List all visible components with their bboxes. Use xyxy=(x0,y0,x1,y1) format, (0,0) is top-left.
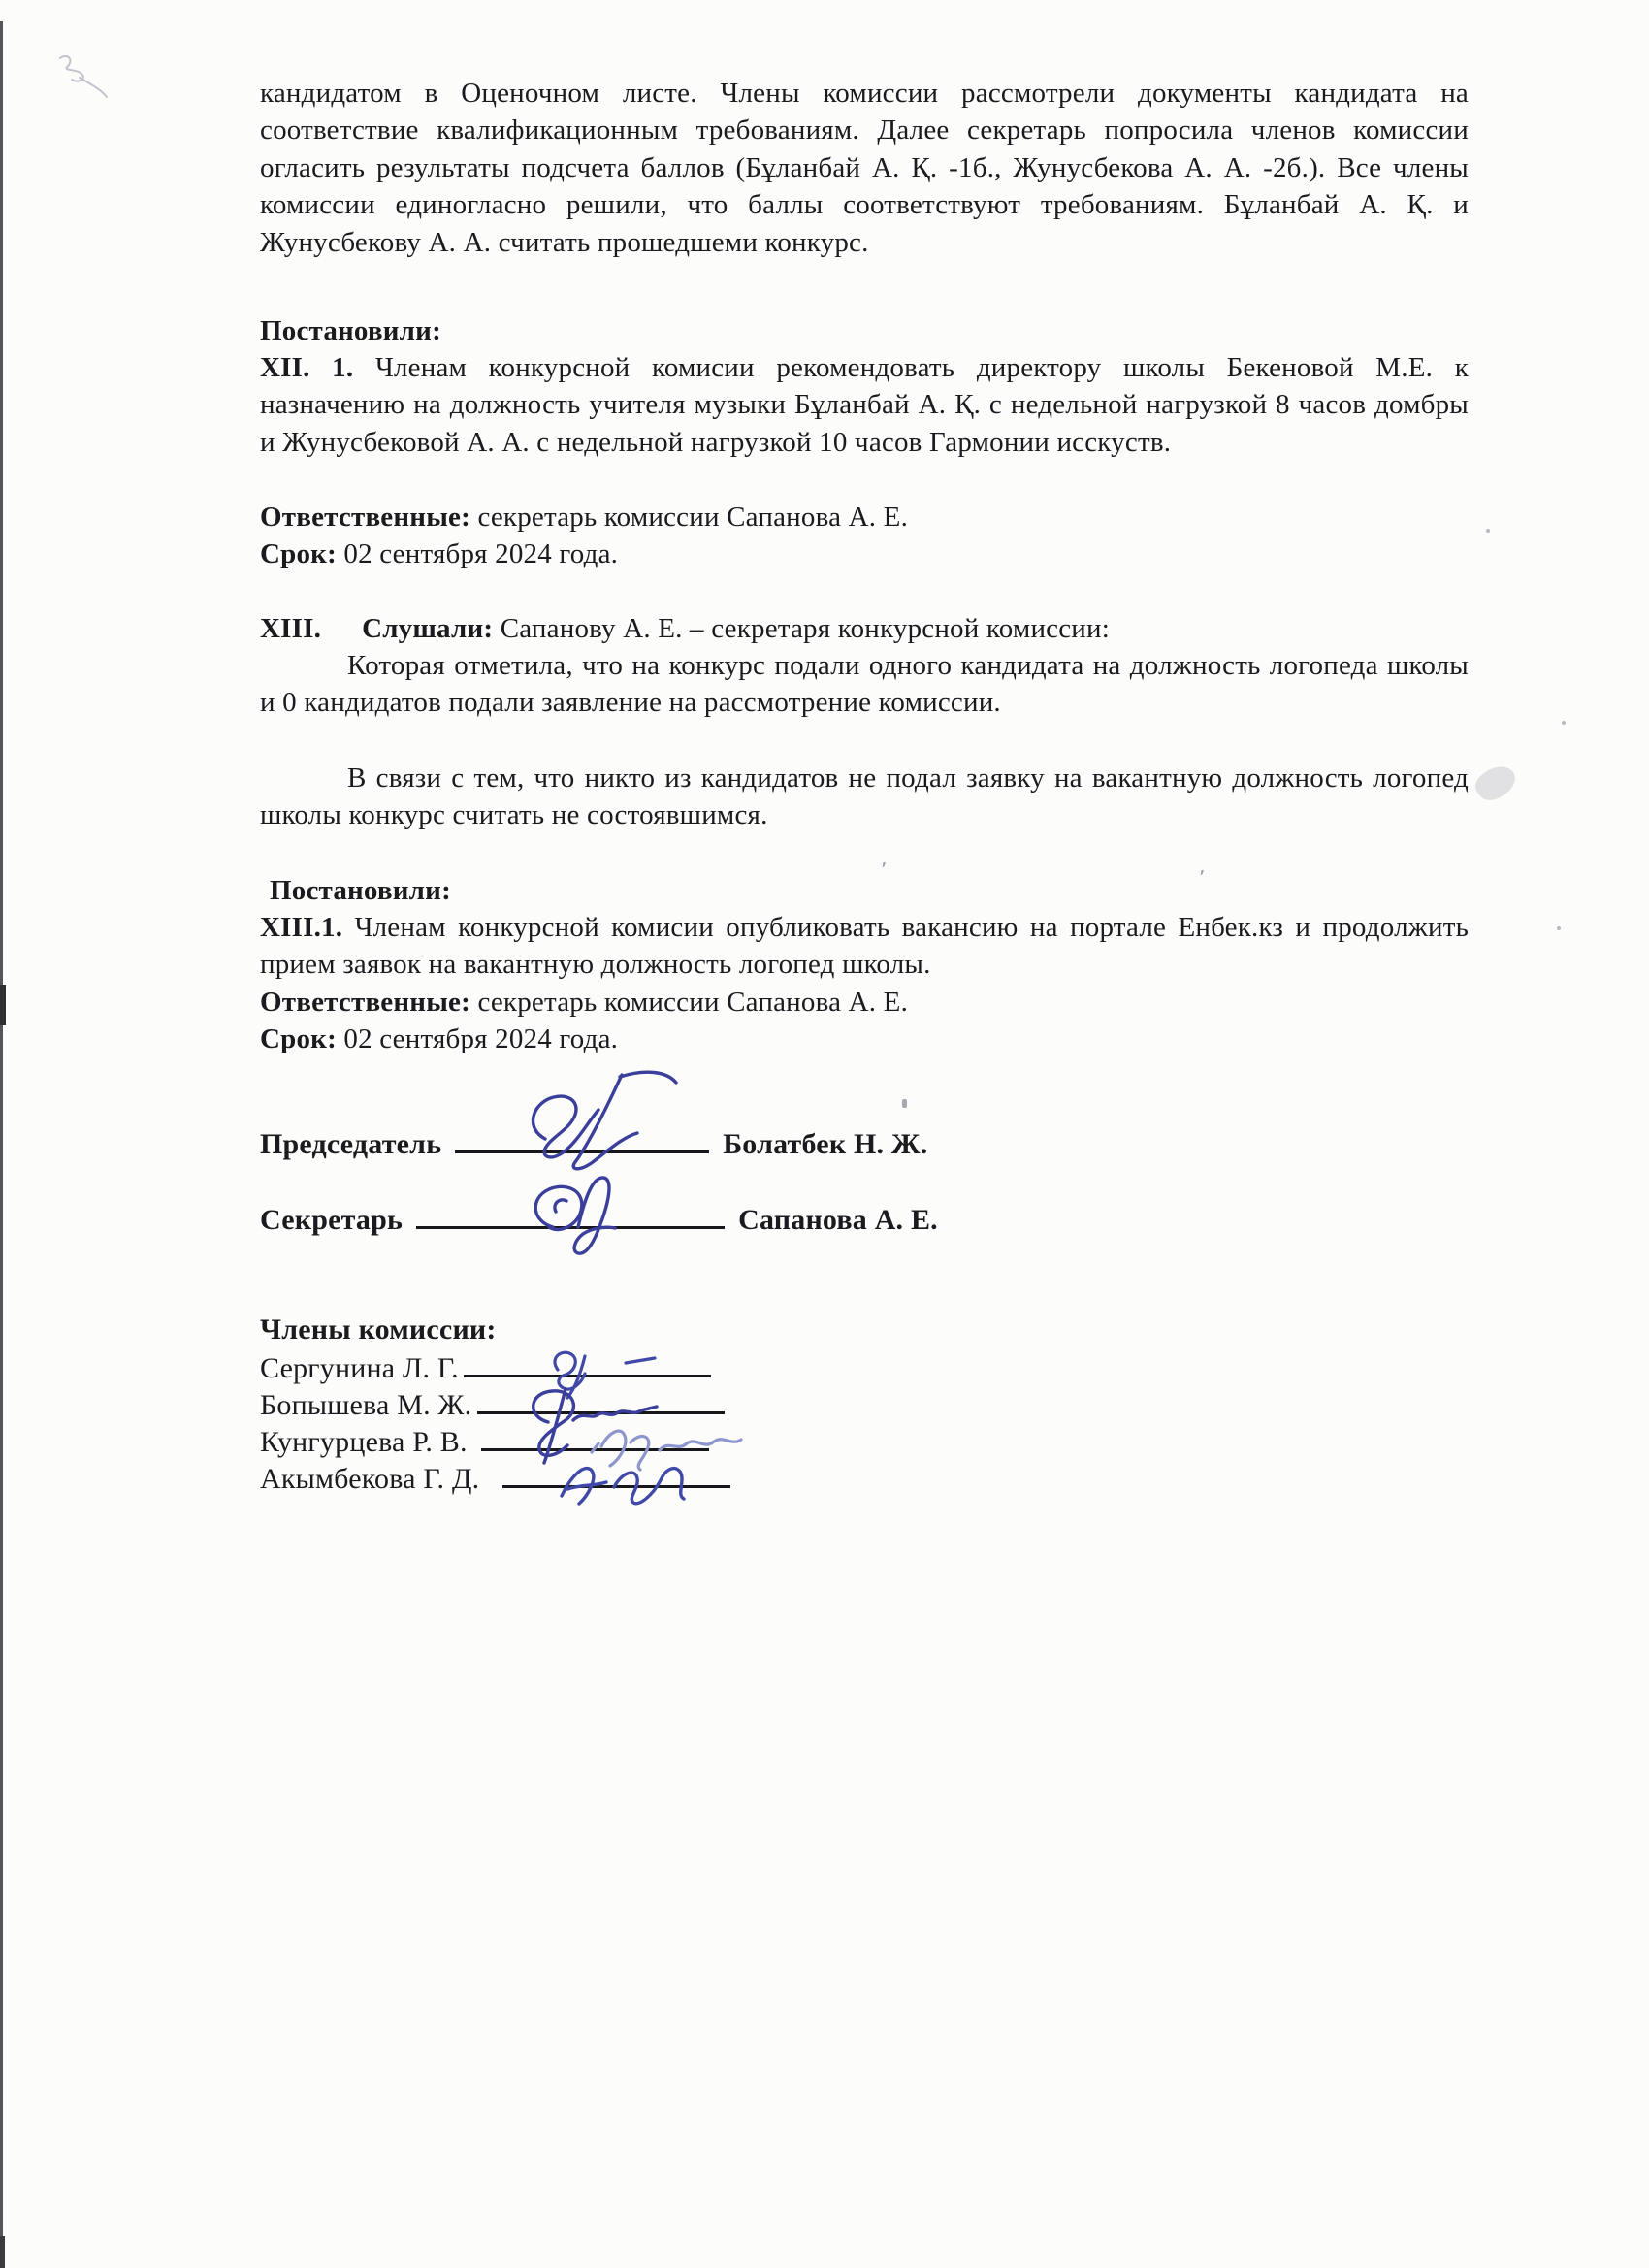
secretary-signature-row xyxy=(260,1201,1469,1240)
responsible-text: секретарь комиссии Сапанова А. Е. xyxy=(477,987,909,1018)
secretary-signature-line xyxy=(416,1201,725,1229)
member-signature-line xyxy=(481,1423,709,1451)
member-signature-row xyxy=(260,1349,1469,1388)
member-name: Сергунина Л. Г. xyxy=(260,1352,459,1384)
deadline-text: 02 сентября 2024 года. xyxy=(343,1023,619,1054)
resolution2-deadline-row xyxy=(260,1021,1469,1057)
resolution1-deadline-row xyxy=(260,535,1469,572)
members-heading-text: Члены комиссии: xyxy=(260,1313,497,1345)
resolution1-heading xyxy=(260,312,1469,349)
resolution1-item-text: Членам конкурсной комисии рекомендовать директору школы Бекеновой М.Е. к назначению на должность учителя музыки Бұланбай А. Қ. с недельной нагрузкой 8 часов домбры и Жунусбековой А. А. с недельной нагрузкой 10 часов Гармонии исскуств. xyxy=(260,352,1469,458)
resolution2-heading-text: Постановили: xyxy=(270,875,451,906)
member-signature-row xyxy=(260,1423,1469,1462)
section13-heard-text: Сапанову А. Е. – секретаря конкурсной комиссии: xyxy=(500,613,1111,644)
section13-paragraph2: В связи с тем, что никто из кандидатов не подал заявку на вакантную должность логопед школы конкурс считать не состоявшимся. xyxy=(260,762,1469,831)
deadline-label: Срок: xyxy=(260,1023,337,1054)
chairman-signature-row xyxy=(260,1125,1469,1164)
secretary-name: Сапанова А. Е. xyxy=(738,1204,938,1236)
scan-border-blob xyxy=(0,985,6,1025)
resolution2-item-number: XIII.1. xyxy=(260,912,343,943)
member-name: Бопышева М. Ж. xyxy=(260,1389,472,1421)
members-heading xyxy=(260,1311,1469,1349)
deadline-text: 02 сентября 2024 года. xyxy=(343,538,619,569)
member-name: Кунгурцева Р. В. xyxy=(260,1426,468,1458)
deadline-label: Срок: xyxy=(260,538,337,569)
chairman-signature-line xyxy=(455,1125,709,1153)
member-signature-line xyxy=(502,1460,730,1488)
pencil-smudge-mark xyxy=(50,45,118,107)
scan-speck xyxy=(1486,529,1490,533)
resolution1-responsible-row xyxy=(260,499,1469,535)
section13-numeral: XIII. xyxy=(260,613,322,644)
section13-heard-label: Слушали: xyxy=(362,613,494,644)
member-name: Акымбекова Г. Д. xyxy=(260,1463,480,1495)
responsible-label: Ответственные: xyxy=(260,987,470,1018)
secretary-label: Секретарь xyxy=(260,1204,404,1236)
scan-speck xyxy=(902,1099,907,1108)
member-signature-line xyxy=(477,1386,725,1414)
responsible-label: Ответственные: xyxy=(260,502,470,533)
resolution2-item xyxy=(260,909,1469,984)
scan-speck xyxy=(1557,926,1561,930)
resolution2-responsible-row xyxy=(260,984,1469,1021)
responsible-text: секретарь комиссии Сапанова А. Е. xyxy=(477,502,909,533)
chairman-label: Председатель xyxy=(260,1128,442,1160)
resolution1-item xyxy=(260,349,1469,461)
eraser-smudge xyxy=(1471,760,1521,807)
section13-heading-row xyxy=(260,610,1469,647)
chairman-name: Болатбек Н. Ж. xyxy=(723,1128,928,1160)
resolution1-heading-text: Постановили: xyxy=(260,315,441,346)
scan-border-foot xyxy=(0,2236,5,2268)
resolution2-heading xyxy=(260,872,1478,909)
scan-tick: ’ xyxy=(1199,866,1206,890)
resolution2-item-text: Членам конкурсной комисии опубликовать вакансию на портале Енбек.кз и продолжить прием заявок на вакантную должность логопед школы. xyxy=(260,912,1469,981)
section13-paragraph1: Которая отметила, что на конкурс подали одного кандидата на должность логопеда школы и 0 кандидатов подали заявление на рассмотрение комиссии. xyxy=(260,650,1469,719)
scan-border-left xyxy=(0,21,3,2268)
scan-tick: ’ xyxy=(881,859,888,882)
member-signature-row xyxy=(260,1460,1469,1499)
resolution1-item-number: XII. 1. xyxy=(260,352,354,383)
scan-speck xyxy=(1562,721,1566,725)
member-signature-row xyxy=(260,1386,1469,1425)
member-signature-line xyxy=(464,1349,711,1377)
paragraph-candidates-review: кандидатом в Оценочном листе. Члены комиссии рассмотрели документы кандидата на соответствие квалификационным требованиям. Далее секретарь попросила членов комиссии огласить результаты подсчета баллов (Бұланбай А. Қ. -1б., Жунусбекова А. А. -2б.). Все члены комиссии единогласно решили, что баллы соответствуют требованиям. Бұланбай А. Қ. и Жунусбекову А. А. считать прошедшеми конкурс. xyxy=(260,78,1469,258)
